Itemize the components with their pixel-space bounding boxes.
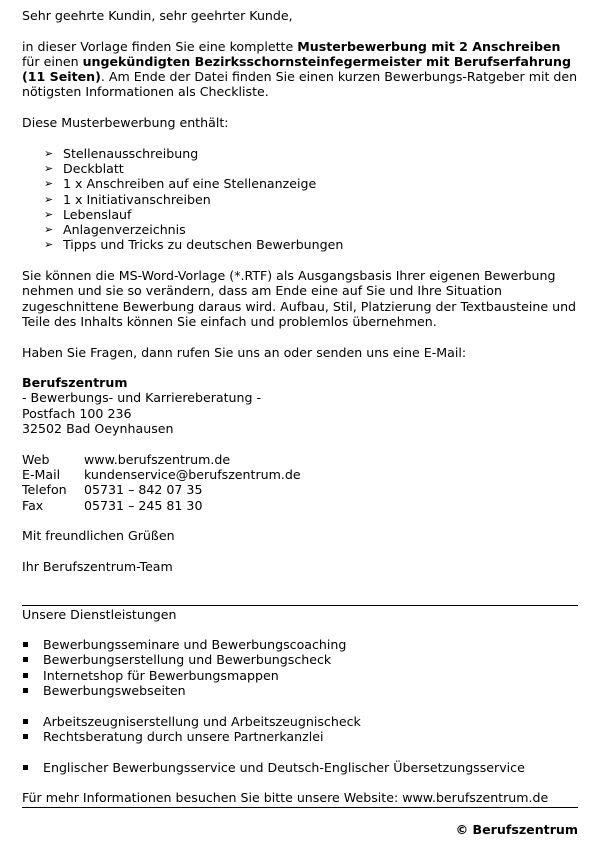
contents-item: ➢ Lebenslauf [44,207,578,222]
contents-item: ➢ Deckblatt [44,161,578,176]
address-line: 32502 Bad Oeynhausen [22,421,174,437]
contents-item: ➢ Tipps und Tricks zu deutschen Bewerbungen [44,237,578,252]
intro-text-2: für einen [22,53,83,69]
contact-label: E-Mail [22,466,61,482]
intro-text-3: . Am Ende der Datei finden Sie einen kurzen Bewerbungs-Ratgeber mit den nötigsten Informationen als Checkliste. [22,69,578,100]
contact-table [22,452,301,513]
address-line: Postfach 100 236 [22,405,132,421]
closing: Mit freundlichen Grüßen [22,528,175,544]
services-heading: Unsere Dienstleistungen [22,606,177,622]
signature: Ihr Berufszentrum-Team [22,558,173,574]
services-list-1 [22,637,578,698]
intro-paragraph [22,39,578,100]
contents-item: ➢ Anlagenverzeichnis [44,222,578,237]
contents-item: ➢ 1 x Anschreiben auf eine Stellenanzeige [44,176,578,191]
contact-row-email [22,467,301,482]
services-list-3 [22,760,578,775]
intro-bold-1: Musterbewerbung mit 2 Anschreiben [297,38,561,54]
contact-label: Web [22,451,50,467]
usage-paragraph: Sie können die MS-Word-Vorlage (*.RTF) als Ausgangsbasis Ihrer eigenen Bewerbung nehmen und sie so verändern, dass am Ende eine auf Sie und Ihre Situation zugeschnittene Bewerbung daraus wird. Aufbau, Stil, Platzierung der Textbausteine und Teile des Inhalts können Sie einfach und problemlos übernehmen. [22,268,577,329]
service-item: Bewerbungsseminare und Bewerbungscoaching [22,637,578,652]
fax-value: 05731 – 245 81 30 [84,497,203,513]
intro-text-1: in dieser Vorlage finden Sie eine komplette [22,38,298,54]
email-link[interactable]: kundenservice@berufszentrum.de [84,466,301,482]
contact-row-web [22,452,301,467]
contents-item: ➢ Stellenausschreibung [44,146,578,161]
divider [22,605,578,606]
contact-row-phone [22,482,301,497]
document-page [22,8,578,838]
services-list-2 [22,714,578,745]
company-tagline: - Bewerbungs- und Karriereberatung - [22,390,262,406]
service-item: Englischer Bewerbungsservice und Deutsch-Englischer Übersetzungsservice [22,760,578,775]
greeting: Sehr geehrte Kundin, sehr geehrter Kunde, [22,8,293,23]
contents-heading: Diese Musterbewerbung enthält: [22,115,229,131]
service-item: Bewerbungswebseiten [22,683,578,698]
contact-row-fax [22,498,301,513]
contact-label: Fax [22,497,44,513]
questions-paragraph: Haben Sie Fragen, dann rufen Sie uns an oder senden uns eine E-Mail: [22,344,467,360]
company-name: Berufszentrum [22,375,128,391]
service-item: Internetshop für Bewerbungsmappen [22,668,578,683]
phone-value: 05731 – 842 07 35 [84,482,203,498]
more-info-link[interactable]: Für mehr Informationen besuchen Sie bitte unsere Website: www.berufszentrum.de [22,790,578,808]
service-item: Rechtsberatung durch unsere Partnerkanzlei [22,729,578,744]
contents-item: ➢ 1 x Initiativanschreiben [44,192,578,207]
web-link[interactable]: www.berufszentrum.de [84,451,231,467]
copyright: © Berufszentrum [455,822,578,838]
contact-label: Telefon [22,482,67,498]
intro-bold-2: ungekündigten Bezirksschornsteinfegermeister mit Berufserfahrung (11 Seiten) [22,53,571,85]
contents-list [22,146,578,253]
service-item: Bewerbungserstellung und Bewerbungscheck [22,652,578,667]
service-item: Arbeitszeugniserstellung und Arbeitszeugnischeck [22,714,578,729]
